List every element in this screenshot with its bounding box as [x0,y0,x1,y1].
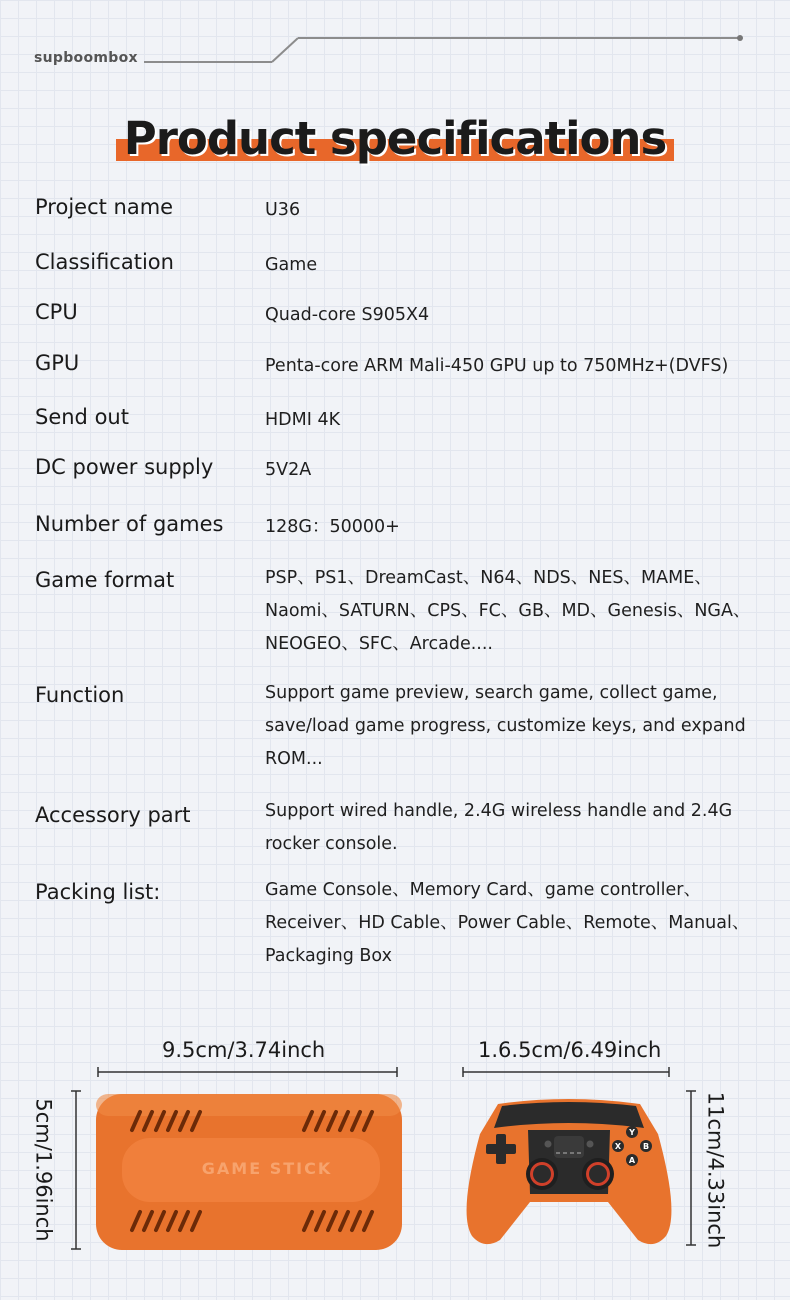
game-controller-image [458,1094,680,1250]
page-title-text: Product specifications [123,112,667,165]
spec-label: Number of games [35,512,224,536]
spec-value: 5V2A [265,460,312,480]
stick-height-label: 5cm/1.96inch [31,1098,56,1242]
controller-width-label: 1.6.5cm/6.49inch [478,1038,662,1062]
brand-name: supboombox [34,50,138,66]
controller-height-label: 11cm/4.33inch [703,1091,728,1249]
spec-value: 128G：50000+ [265,517,400,537]
controller-height-dimension-line [683,1088,699,1248]
spec-label: Project name [35,195,174,219]
spec-label: Send out [35,405,129,429]
spec-label: Packing list: [35,880,161,904]
game-stick-image [92,1088,408,1256]
spec-value: Game Console、Memory Card、game controller、Receiver、HD Cable、Power Cable、Remote、Manual、Packaging Box [265,880,750,966]
stick-width-label: 9.5cm/3.74inch [162,1038,326,1062]
stick-logo-text: GAME STICK [201,1159,333,1178]
spec-label: DC power supply [35,455,214,479]
spec-value: Support game preview, search game, collect game, save/load game progress, customize keys, and expand ROM... [265,683,746,769]
spec-label: Accessory part [35,803,191,827]
stick-height-dimension-line [68,1088,84,1252]
spec-value: PSP、PS1、DreamCast、N64、NDS、NES、MAME、Naomi、SATURN、CPS、FC、GB、MD、Genesis、NGA、NEOGEO、SFC、Arcade.... [265,568,751,654]
spec-value: HDMI 4K [265,410,341,430]
header-decor-line [0,0,790,80]
spec-value: Quad-core S905X4 [265,305,430,325]
spec-value: Penta-core ARM Mali-450 GPU up to 750MHz+(DVFS) [265,356,729,376]
button-a-label: A [628,1156,636,1165]
spec-value: Game [265,255,318,275]
spec-value: U36 [265,200,301,220]
controller-width-dimension-line [460,1064,672,1080]
spec-label: Game format [35,568,175,592]
spec-label: CPU [35,300,78,324]
spec-label: Function [35,683,125,707]
spec-label: Classification [35,250,174,274]
page-title [116,112,675,165]
stick-width-dimension-line [95,1064,400,1080]
spec-value: Support wired handle, 2.4G wireless handle and 2.4G rocker console. [265,801,733,854]
button-y-label: Y [629,1128,635,1137]
spec-label: GPU [35,351,80,375]
button-b-label: B [642,1142,650,1151]
button-x-label: X [614,1142,622,1151]
